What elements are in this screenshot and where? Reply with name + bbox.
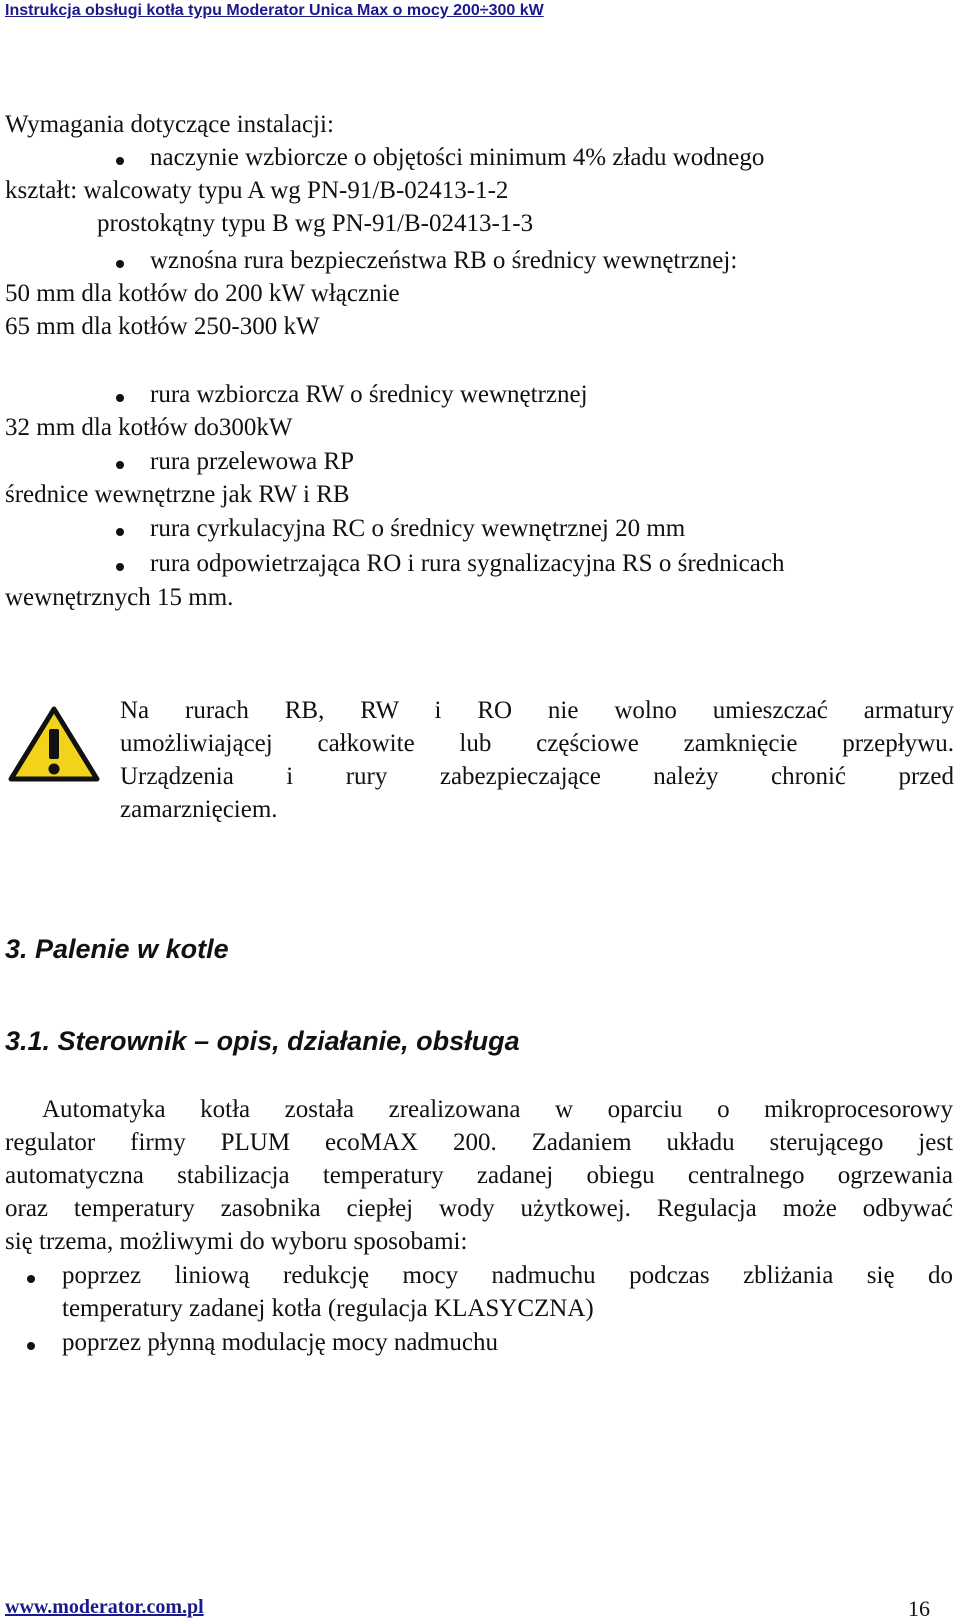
requirement-item-expansion-vessel: naczynie wzbiorcze o objętości minimum 4% zładu wodnego [150, 144, 765, 171]
warning-line: umożliwiającej całkowite lub częściowe zamknięcie przepływu. [120, 730, 954, 757]
requirements-heading: Wymagania dotyczące instalacji: [5, 111, 334, 138]
bullet-icon [116, 157, 124, 165]
bullet-icon [116, 563, 124, 571]
warning-triangle-icon [5, 703, 103, 785]
document-header-title: Instrukcja obsługi kotła typu Moderator Unica Max o mocy 200÷300 kW [5, 2, 544, 19]
footer-website-link[interactable]: www.moderator.com.pl [5, 1596, 204, 1618]
requirement-item-expansion-pipe: rura wzbiorcza RW o średnicy wewnętrznej [150, 381, 588, 408]
bullet-icon [27, 1275, 35, 1283]
warning-line: Na rurach RB, RW i RO nie wolno umieszczać armatury [120, 697, 954, 724]
paragraph-line: oraz temperatury zasobnika ciepłej wody użytkowej. Regulacja może odbywać [5, 1195, 953, 1222]
controller-paragraph [5, 1096, 953, 1261]
requirement-item-vent-pipe: rura odpowietrzająca RO i rura sygnalizacyjna RS o średnicach [150, 550, 785, 577]
requirement-item-circulation-pipe: rura cyrkulacyjna RC o średnicy wewnętrznej 20 mm [150, 515, 686, 542]
requirement-item-shape-b: prostokątny typu B wg PN-91/B-02413-1-3 [97, 210, 534, 237]
bullet-icon [116, 461, 124, 469]
subsection-heading: 3.1. Sterownik – opis, działanie, obsługa [5, 1026, 520, 1056]
warning-line: Urządzenia i rury zabezpieczające należy chronić przed [120, 763, 954, 790]
paragraph-line: Automatyka kotła została zrealizowana w oparciu o mikroprocesorowy [42, 1096, 953, 1123]
requirement-item-overflow-pipe: rura przelewowa RP [150, 448, 355, 475]
regulation-option-classic [62, 1262, 953, 1328]
requirement-item-vent-pipe-a: wewnętrznych 15 mm. [5, 584, 234, 611]
paragraph-line: regulator firmy PLUM ecoMAX 200. Zadaniem układu sterującego jest [5, 1129, 953, 1156]
page-number: 16 [908, 1596, 930, 1621]
requirement-item-overflow-pipe-a: średnice wewnętrzne jak RW i RB [5, 481, 350, 508]
requirement-item-expansion-pipe-a: 32 mm dla kotłów do300kW [5, 414, 293, 441]
regulation-option-modulation: poprzez płynną modulację mocy nadmuchu [62, 1329, 498, 1356]
requirement-item-safety-pipe-a: 50 mm dla kotłów do 200 kW włącznie [5, 280, 400, 307]
requirement-item-shape-a: kształt: walcowaty typu A wg PN-91/B-02413-1-2 [5, 177, 509, 204]
bullet-icon [116, 260, 124, 268]
section-heading: 3. Palenie w kotle [5, 934, 229, 964]
bullet-icon [27, 1342, 35, 1350]
requirement-item-safety-pipe-b: 65 mm dla kotłów 250-300 kW [5, 313, 320, 340]
paragraph-line: się trzema, możliwymi do wyboru sposobami: [5, 1228, 468, 1255]
warning-text-block [120, 697, 954, 829]
warning-line: zamarznięciem. [120, 796, 278, 823]
paragraph-line: automatyczna stabilizacja temperatury zadanej obiegu centralnego ogrzewania [5, 1162, 953, 1189]
list-item-line: temperatury zadanej kotła (regulacja KLASYCZNA) [62, 1295, 594, 1322]
bullet-icon [116, 394, 124, 402]
bullet-icon [116, 528, 124, 536]
requirement-item-safety-pipe: wznośna rura bezpieczeństwa RB o średnicy wewnętrznej: [150, 247, 738, 274]
list-item-line: poprzez liniową redukcję mocy nadmuchu podczas zbliżania się do [62, 1262, 953, 1289]
